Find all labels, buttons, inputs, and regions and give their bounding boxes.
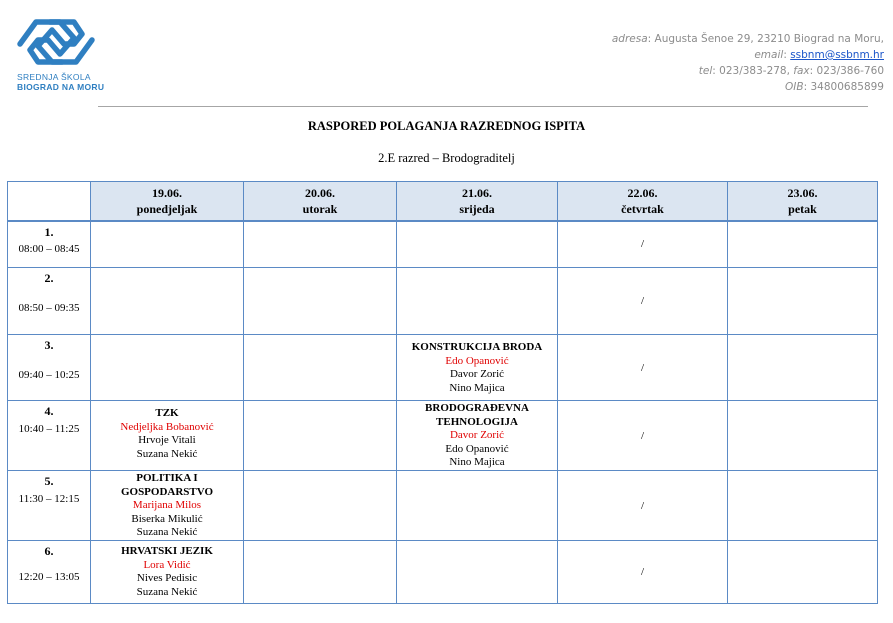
exam-cell bbox=[728, 401, 878, 471]
exam-entry bbox=[91, 541, 243, 599]
exam-member: Edo Opanović bbox=[445, 442, 509, 455]
exam-cell bbox=[91, 335, 244, 401]
exam-subject-line1: BRODOGRAĐEVNA bbox=[425, 402, 529, 414]
exam-member: Nino Majica bbox=[449, 456, 505, 468]
slot-number: 6. bbox=[44, 544, 54, 558]
exam-cell bbox=[728, 541, 878, 604]
slot-time: 08:00 – 08:45 bbox=[18, 242, 80, 255]
exam-subject: HRVATSKI JEZIK bbox=[121, 545, 213, 557]
slot-cell bbox=[8, 221, 91, 268]
oib-line: OIB: 34800685899 bbox=[785, 81, 884, 93]
day-date: 22.06. bbox=[627, 186, 658, 201]
slot-time: 10:40 – 11:25 bbox=[18, 423, 80, 435]
exam-chair: Nedjeljka Bobanović bbox=[120, 420, 214, 433]
address-value: Augusta Šenoe 29, 23210 Biograd na Moru, bbox=[654, 33, 884, 45]
exam-member: Nives Pedisic bbox=[136, 572, 198, 584]
tel-value: 023/383-278, bbox=[719, 65, 790, 77]
exam-cell bbox=[728, 335, 878, 401]
slot-cell bbox=[8, 401, 91, 471]
exam-cell bbox=[397, 335, 558, 401]
slot-cell bbox=[8, 268, 91, 335]
contact-block bbox=[612, 31, 884, 95]
exam-chair: Marijana Milos bbox=[132, 499, 202, 511]
exam-cell bbox=[244, 471, 397, 541]
school-name bbox=[17, 72, 104, 92]
exam-cell bbox=[244, 268, 397, 335]
address-label: adresa bbox=[611, 33, 648, 45]
exam-subject-line2: TEHNOLOGIJA bbox=[436, 415, 518, 428]
address-line: adresa: Augusta Šenoe 29, 23210 Biograd na Moru, bbox=[611, 33, 884, 45]
exam-member: Suzana Nekić bbox=[136, 447, 198, 460]
document-subtitle: 2.E razred – Brodograditelj bbox=[378, 151, 515, 165]
exam-cell bbox=[91, 268, 244, 335]
day-name: utorak bbox=[302, 202, 338, 217]
email-line: email: ssbnm@ssbnm.hr bbox=[754, 49, 884, 61]
exam-cell bbox=[728, 221, 878, 268]
exam-cell bbox=[244, 335, 397, 401]
corner-cell bbox=[8, 182, 91, 221]
exam-entry bbox=[397, 401, 557, 470]
slot-cell bbox=[8, 471, 91, 541]
thursday-mark: / bbox=[558, 221, 728, 268]
school-name-line2: BIOGRAD NA MORU bbox=[17, 82, 105, 92]
thursday-mark: / bbox=[558, 541, 728, 604]
slot-cell bbox=[8, 541, 91, 604]
exam-cell bbox=[244, 221, 397, 268]
exam-cell bbox=[91, 541, 244, 604]
slot-number: 4. bbox=[44, 404, 54, 418]
day-date: 21.06. bbox=[462, 186, 492, 201]
slot-number: 3. bbox=[44, 338, 54, 352]
email-label: email bbox=[754, 49, 784, 61]
thursday-mark: / bbox=[558, 401, 728, 471]
exam-cell bbox=[397, 471, 558, 541]
slot-time: 08:50 – 09:35 bbox=[18, 302, 80, 314]
exam-cell bbox=[91, 471, 244, 541]
exam-member: Suzana Nekić bbox=[136, 585, 198, 598]
day-date: 20.06. bbox=[305, 186, 335, 201]
slot-time: 09:40 – 10:25 bbox=[18, 369, 80, 381]
exam-member: Davor Zorić bbox=[449, 368, 505, 380]
day-header-fri bbox=[728, 182, 878, 221]
exam-cell bbox=[397, 541, 558, 604]
exam-member: Suzana Nekić bbox=[136, 526, 198, 538]
oib-label: OIB bbox=[785, 81, 804, 93]
exam-subject-line2: GOSPODARSTVO bbox=[120, 485, 214, 498]
day-date: 23.06. bbox=[787, 186, 818, 201]
table-header-row bbox=[8, 182, 878, 221]
day-name: ponedjeljak bbox=[136, 202, 198, 217]
tel-label: tel bbox=[698, 65, 713, 77]
thursday-mark: / bbox=[558, 335, 728, 401]
thursday-mark: / bbox=[558, 471, 728, 541]
exam-chair: Lora Vidić bbox=[143, 558, 191, 571]
school-logo bbox=[14, 14, 104, 70]
exam-entry bbox=[91, 401, 243, 461]
ssbnm-logo-icon bbox=[14, 14, 98, 70]
table-row bbox=[8, 401, 878, 471]
table-row bbox=[8, 471, 878, 541]
exam-chair: Edo Opanović bbox=[445, 354, 509, 367]
exam-member: Biserka Mikulić bbox=[131, 512, 203, 525]
day-name: srijeda bbox=[459, 202, 495, 217]
exam-subject-line1: POLITIKA I bbox=[136, 472, 198, 484]
exam-subject: KONSTRUKCIJA BRODA bbox=[411, 341, 543, 353]
oib-value: 34800685899 bbox=[810, 81, 884, 93]
exam-cell bbox=[91, 221, 244, 268]
slot-time: 11:30 – 12:15 bbox=[18, 493, 80, 505]
exam-entry bbox=[91, 471, 243, 540]
exam-cell bbox=[244, 401, 397, 471]
day-header-mon bbox=[91, 182, 244, 221]
exam-cell bbox=[397, 401, 558, 471]
slot-time: 12:20 – 13:05 bbox=[18, 571, 80, 583]
exam-subject: TZK bbox=[155, 407, 179, 419]
fax-label: fax bbox=[793, 65, 810, 77]
slot-number: 1. bbox=[44, 224, 54, 239]
day-header-tue bbox=[244, 182, 397, 221]
day-header-thu bbox=[558, 182, 728, 221]
day-name: petak bbox=[788, 202, 817, 217]
document-title: RASPORED POLAGANJA RAZREDNOG ISPITA bbox=[307, 119, 586, 133]
table-row bbox=[8, 335, 878, 401]
phone-line: tel: 023/383-278, fax: 023/386-760 bbox=[698, 65, 884, 77]
thursday-mark: / bbox=[558, 268, 728, 335]
exam-cell bbox=[244, 541, 397, 604]
header-divider bbox=[98, 106, 868, 107]
exam-cell bbox=[728, 471, 878, 541]
slot-number: 5. bbox=[44, 474, 54, 488]
exam-entry bbox=[397, 335, 557, 395]
slot-cell bbox=[8, 335, 91, 401]
table-row bbox=[8, 268, 878, 335]
exam-cell bbox=[397, 268, 558, 335]
fax-value: 023/386-760 bbox=[816, 65, 884, 77]
day-header-wed bbox=[397, 182, 558, 221]
school-name-line1: SREDNJA ŠKOLA bbox=[17, 72, 91, 82]
slot-number: 2. bbox=[44, 271, 54, 285]
exam-chair: Davor Zorić bbox=[449, 429, 505, 441]
day-date: 19.06. bbox=[152, 186, 182, 201]
table-row bbox=[8, 541, 878, 604]
exam-member: Nino Majica bbox=[449, 381, 505, 394]
exam-cell bbox=[728, 268, 878, 335]
exam-schedule-table bbox=[7, 181, 878, 604]
exam-cell bbox=[91, 401, 244, 471]
table-row bbox=[8, 221, 878, 268]
exam-member: Hrvoje Vitali bbox=[138, 434, 196, 446]
day-name: četvrtak bbox=[621, 202, 664, 217]
email-link[interactable]: ssbnm@ssbnm.hr bbox=[790, 49, 884, 61]
exam-cell bbox=[397, 221, 558, 268]
